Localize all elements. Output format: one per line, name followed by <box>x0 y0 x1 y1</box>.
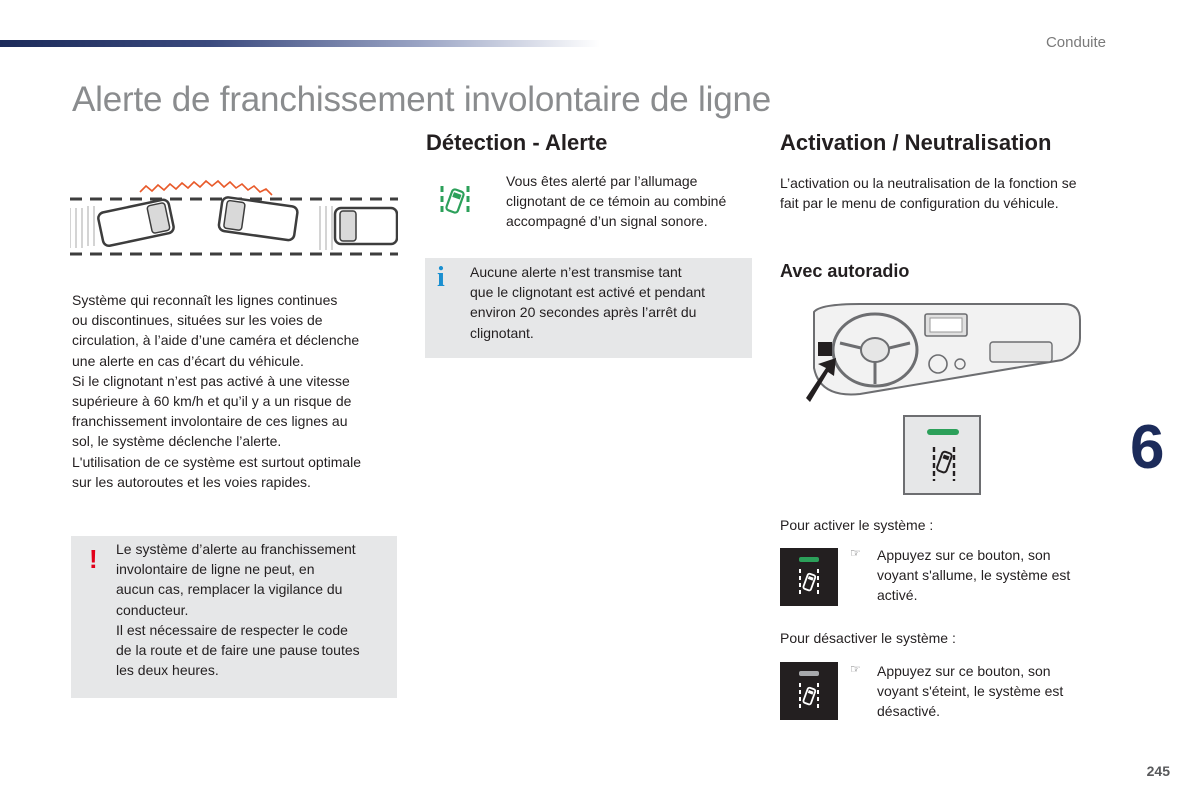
deactivate-line: désactivé. <box>877 703 941 720</box>
dashboard-illustration <box>800 298 1084 402</box>
description-line: franchissement involontaire de ces lignes au <box>72 413 348 430</box>
info-icon: i <box>437 262 445 293</box>
description-line: Système qui reconnaît les lignes continues <box>72 292 338 308</box>
description-line: circulation, à l’aide d’une caméra et déclenche <box>72 332 360 349</box>
lane-assist-button-icon <box>930 443 958 483</box>
intro-line: L’activation ou la neutralisation de la fonction se <box>780 175 1077 191</box>
warning-line: involontaire de ligne ne peut, en <box>116 561 315 578</box>
button-zoom-panel <box>903 415 981 495</box>
activate-line: voyant s'allume, le système est <box>877 567 1071 584</box>
lane-assist-button-off[interactable] <box>780 662 838 720</box>
warning-line: Il est nécessaire de respecter le code <box>116 621 348 638</box>
autoradio-subheading: Avec autoradio <box>780 261 910 281</box>
led-off-indicator <box>799 671 819 676</box>
description-line: une alerte en cas d’écart du véhicule. <box>72 352 304 369</box>
detection-heading: Détection - Alerte <box>426 130 608 155</box>
warning-line: aucun cas, remplacer la vigilance du <box>116 581 343 598</box>
activation-heading: Activation / Neutralisation <box>780 130 1052 155</box>
description-line: sur les autoroutes et les voies rapides. <box>72 473 311 490</box>
button-led-green <box>927 429 959 435</box>
led-on-indicator <box>799 557 819 562</box>
info-line: clignotant. <box>470 324 534 341</box>
pointer-bullet-icon: ☞ <box>850 546 861 560</box>
lane-assist-icon <box>797 567 821 599</box>
deactivate-instruction <box>877 661 1107 722</box>
info-box <box>425 258 752 358</box>
activate-line: activé. <box>877 587 918 604</box>
description-line: supérieure à 60 km/h et qu’il y a un risque de <box>72 393 352 410</box>
lane-alert-indicator-icon <box>436 182 474 220</box>
warning-line: les deux heures. <box>116 662 219 679</box>
lane-assist-icon <box>797 681 821 713</box>
info-line: environ 20 secondes après l’arrêt du <box>470 304 697 321</box>
pointer-bullet-icon: ☞ <box>850 662 861 676</box>
info-line: que le clignotant est activé et pendant <box>470 284 706 301</box>
activate-instruction <box>877 545 1107 606</box>
warning-text <box>116 539 391 680</box>
description-line: sol, le système déclenche l’alerte. <box>72 433 282 450</box>
info-text <box>470 262 748 343</box>
alert-line: clignotant de ce témoin au combiné <box>506 193 727 210</box>
warning-line: conducteur. <box>116 601 189 618</box>
deactivate-line: Appuyez sur ce bouton, son <box>877 663 1051 679</box>
warning-line: de la route et de faire une pause toutes <box>116 642 360 659</box>
system-description <box>72 290 402 492</box>
activate-line: Appuyez sur ce bouton, son <box>877 547 1051 563</box>
info-line: Aucune alerte n’est transmise tant <box>470 264 682 280</box>
page-number: 245 <box>1146 763 1170 779</box>
alert-line: accompagné d’un signal sonore. <box>506 213 708 230</box>
activation-intro <box>780 173 1120 213</box>
activate-label: Pour activer le système : <box>780 517 934 533</box>
chapter-number: 6 <box>1130 413 1165 482</box>
alert-explanation <box>506 171 756 232</box>
alert-line: Vous êtes alerté par l’allumage <box>506 173 698 189</box>
description-line: L'utilisation de ce système est surtout optimale <box>72 453 362 470</box>
deactivate-line: voyant s'éteint, le système est <box>877 683 1064 700</box>
header-accent-bar <box>0 40 600 47</box>
intro-line: fait par le menu de configuration du véhicule. <box>780 195 1059 212</box>
deactivate-label: Pour désactiver le système : <box>780 630 956 646</box>
description-line: ou discontinues, situées sur les voies de <box>72 312 323 329</box>
section-label: Conduite <box>1045 34 1106 51</box>
description-line: Si le clignotant n’est pas activé à une vitesse <box>72 372 350 389</box>
lane-assist-button-on[interactable] <box>780 548 838 606</box>
lane-departure-illustration <box>70 178 398 258</box>
warning-box <box>71 536 397 698</box>
warning-line: Le système d’alerte au franchissement <box>116 541 356 557</box>
warning-exclamation-icon: ! <box>89 544 98 574</box>
page-title: Alerte de franchissement involontaire de ligne <box>72 80 771 119</box>
